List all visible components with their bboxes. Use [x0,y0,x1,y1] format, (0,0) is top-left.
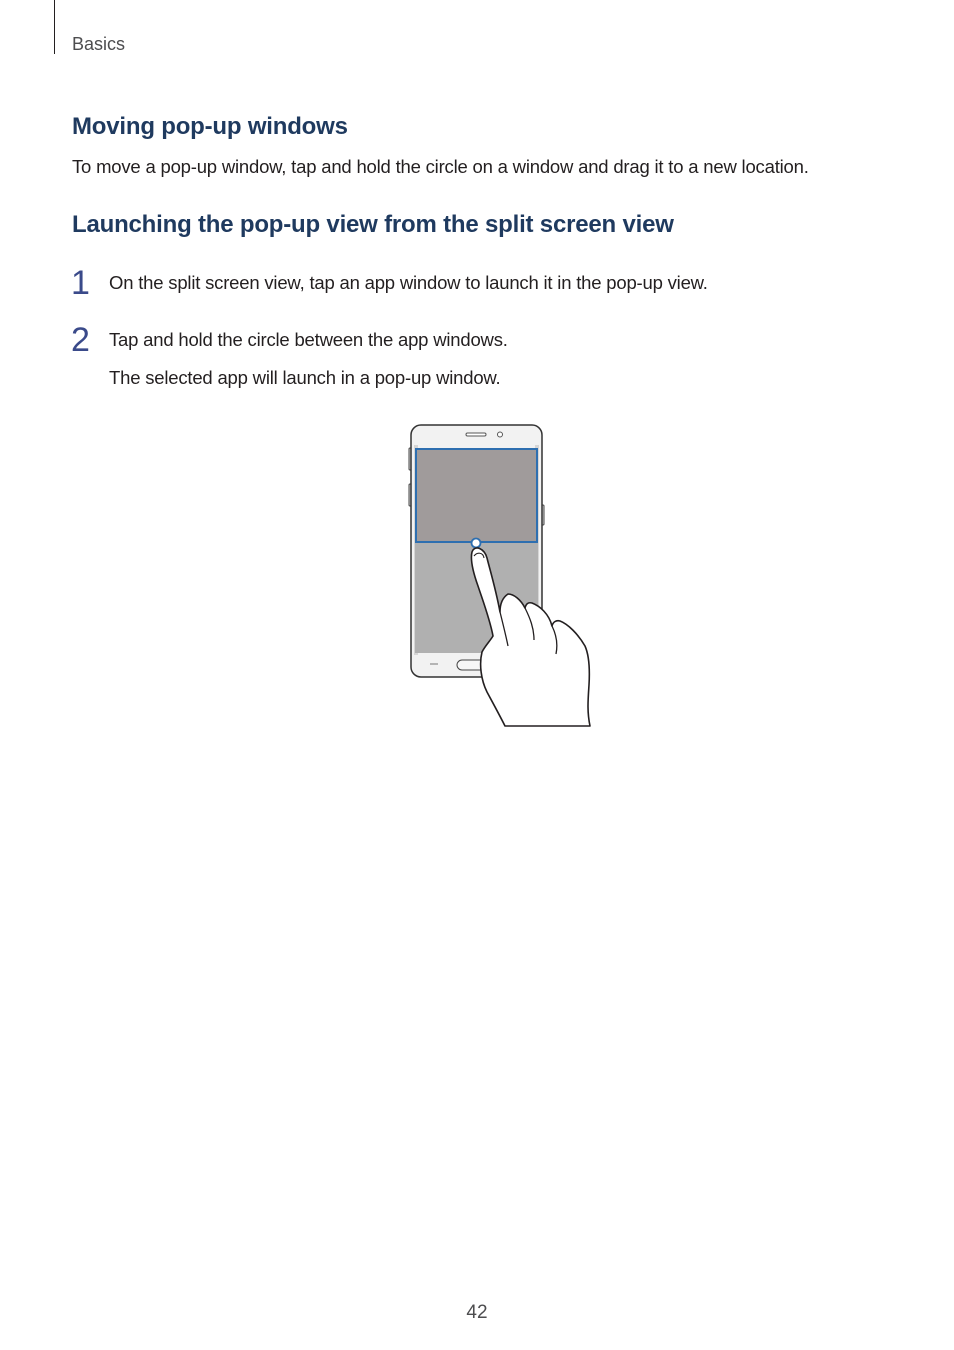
upper-app-window [416,449,537,542]
earpiece-icon [466,433,486,436]
front-camera-icon [498,432,503,437]
step-2-text: Tap and hold the circle between the app windows. [109,329,508,350]
step-1-text: On the split screen view, tap an app window to launch it in the pop-up view. [109,272,708,293]
split-handle-circle [472,539,481,548]
phone-split-screen-illustration [405,420,595,730]
header-divider [54,0,55,54]
step-number-1: 1 [71,264,90,302]
section-label: Basics [72,34,126,54]
step-2-note: The selected app will launch in a pop-up window. [109,367,501,388]
launching-popup-heading: Launching the pop-up view from the split screen view [72,211,674,238]
moving-popup-body: To move a pop-up window, tap and hold the circle on a window and drag it to a new location. [72,156,809,177]
page-number: 42 [466,1302,488,1323]
moving-popup-heading: Moving pop-up windows [72,113,348,140]
step-number-2: 2 [71,321,90,359]
